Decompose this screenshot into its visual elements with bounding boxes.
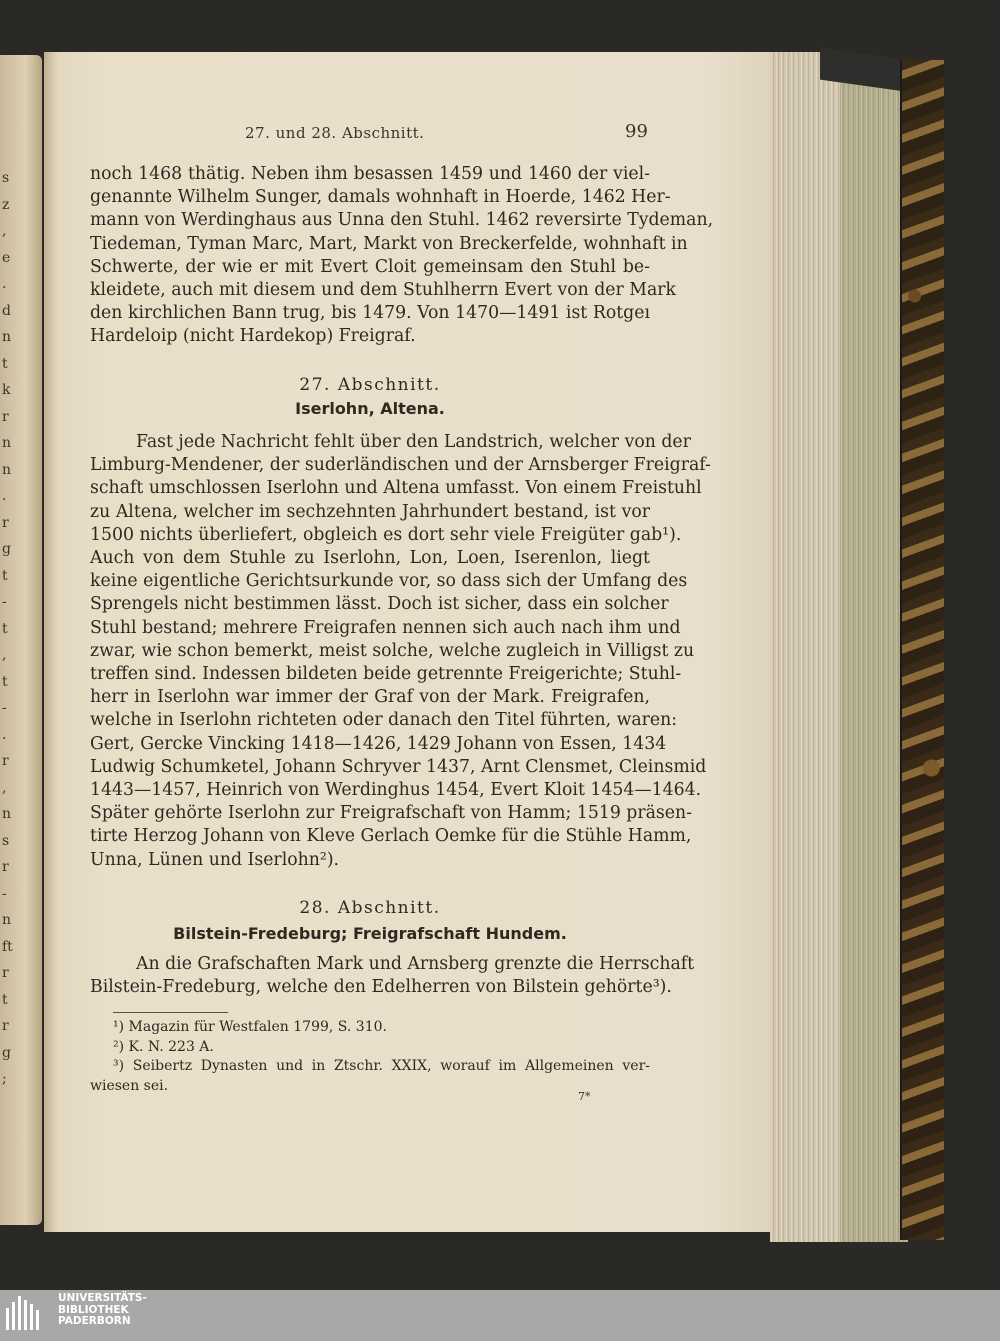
- left-page-margin-char: r: [2, 408, 9, 425]
- left-page-margin-char: -: [2, 700, 7, 716]
- text-line: Hardeloip (nicht Hardekop) Freigraf.: [90, 326, 416, 347]
- text-line: tirte Herzog Johann von Kleve Gerlach Oemke für die Stühle Hamm,: [90, 826, 692, 847]
- left-page-margin-char: e: [2, 249, 11, 266]
- running-title: 27. und 28. Abschnitt.: [245, 124, 425, 142]
- left-page-edge: [0, 55, 42, 1225]
- text-line: herr in Iserlohn war immer der Graf von der Mark. Freigrafen,: [90, 687, 650, 708]
- text-line: genannte Wilhelm Sunger, damals wohnhaft in Hoerde, 1462 Her-: [90, 187, 671, 208]
- footnote-line: wiesen sei.: [90, 1077, 169, 1094]
- left-page-margin-char: s: [2, 170, 10, 186]
- left-page-margin-char: ;: [2, 1071, 7, 1087]
- paragraph-3: [90, 953, 695, 999]
- left-page-margin-char: g: [2, 541, 11, 557]
- section-28-heading: [90, 898, 650, 943]
- text-line: welche in Iserlohn richteten oder danach den Titel führten, waren:: [90, 710, 678, 731]
- library-logo-icon: [6, 1296, 46, 1336]
- text-line: Sprengels nicht bestimmen lässt. Doch ist sicher, dass ein solcher: [90, 594, 669, 615]
- left-page-margin-char: ,: [2, 647, 7, 663]
- left-page-margin-char: n: [2, 435, 12, 451]
- section-title: Bilstein-Fredeburg; Freigrafschaft Hundem.: [173, 924, 567, 943]
- page-number: 99: [625, 121, 648, 142]
- library-footer: [0, 1290, 1000, 1341]
- text-line: treffen sind. Indessen bildeten beide getrennte Freigerichte; Stuhl-: [90, 664, 682, 685]
- left-page-margin-char: .: [2, 726, 7, 743]
- left-page-margin-char: t: [2, 673, 8, 690]
- left-page-margin-char: s: [2, 832, 10, 849]
- left-page-margin-char: t: [2, 620, 8, 637]
- text-line: zwar, wie schon bemerkt, meist solche, welche zugleich in Villigst zu: [90, 640, 695, 661]
- left-page-margin-char: n: [2, 329, 12, 345]
- text-line: kleidete, auch mit diesem und dem Stuhlherrn Evert von der Mark: [90, 280, 677, 301]
- text-line: den kirchlichen Bann trug, bis 1479. Von 1470—1491 ist Rotgeı: [90, 303, 650, 324]
- left-page-margin-char: -: [2, 885, 7, 902]
- page-block-edges: [770, 52, 842, 1242]
- text-line: 1500 nichts überliefert, obgleich es dort sehr viele Freigüter gab¹).: [90, 524, 682, 545]
- left-page-margin-char: .: [2, 276, 7, 292]
- text-line: Tiedeman, Tyman Marc, Mart, Markt von Breckerfelde, wohnhaft in: [90, 233, 688, 254]
- left-page-margin-char: t: [2, 355, 8, 372]
- text-line: zu Altena, welcher im sechzehnten Jahrhundert bestand, ist vor: [90, 501, 650, 522]
- left-page-margin-char: ,: [2, 223, 7, 239]
- footnote-rule: [113, 1012, 228, 1013]
- left-page-margin-char: ,: [2, 779, 7, 796]
- left-page-margin-char: .: [2, 488, 7, 504]
- footnotes: [90, 1018, 650, 1096]
- library-name: UNIVERSITÄTS- BIBLIOTHEK PADERBORN: [58, 1292, 147, 1327]
- left-page-margin-char: t: [2, 567, 8, 584]
- text-line: keine eigentliche Gerichtsurkunde vor, so dass sich der Umfang des: [90, 571, 688, 592]
- text-line: schaft umschlossen Iserlohn und Altena umfasst. Von einem Freistuhl: [90, 478, 702, 499]
- left-page-margin-char: r: [2, 859, 9, 875]
- paragraph-2: [90, 431, 711, 872]
- text-line: Fast jede Nachricht fehlt über den Landstrich, welcher von der: [136, 432, 691, 452]
- signature-mark: 7*: [578, 1090, 591, 1103]
- left-page-margin-char: k: [2, 382, 11, 398]
- left-page-margin-char: d: [2, 302, 11, 319]
- footnote-line: ²) K. N. 223 A.: [113, 1038, 214, 1055]
- footnote-line: ³) Seibertz Dynasten und in Ztschr. XXIX, worauf im Allgemeinen ver-: [113, 1058, 650, 1074]
- section-number: 28. Abschnitt.: [299, 898, 441, 918]
- text-line: Ludwig Schumketel, Johann Schryver 1437, Arnt Clensmet, Cleinsmid: [90, 756, 707, 777]
- marbled-cover: [900, 60, 944, 1240]
- text-line: 1443—1457, Heinrich von Werdinghus 1454, Evert Kloit 1454—1464.: [90, 780, 702, 801]
- footnote-line: ¹) Magazin für Westfalen 1799, S. 310.: [113, 1019, 387, 1035]
- left-page-margin-char: ft: [2, 938, 13, 955]
- section-27-heading: [90, 375, 650, 418]
- section-number: 27. Abschnitt.: [299, 375, 441, 395]
- left-page-margin-char: t: [2, 991, 8, 1008]
- left-page-margin-char: -: [2, 594, 7, 610]
- text-line: noch 1468 thätig. Neben ihm besassen 1459 und 1460 der viel-: [90, 164, 650, 184]
- left-page-margin-char: z: [2, 196, 10, 213]
- left-page-margin-char: r: [2, 965, 9, 981]
- page-block-edges-gilt: [840, 82, 908, 1242]
- left-page-margin-char: n: [2, 461, 12, 478]
- left-page-margin-char: r: [2, 753, 9, 769]
- text-line: Auch von dem Stuhle zu Iserlohn, Lon, Loen, Iserenlon, liegt: [90, 548, 650, 569]
- section-title: Iserlohn, Altena.: [295, 399, 445, 418]
- text-line: Bilstein-Fredeburg, welche den Edelherren von Bilstein gehörte³).: [90, 977, 672, 998]
- left-page-margin-char: g: [2, 1044, 11, 1061]
- text-line: Limburg-Mendener, der suderländischen und der Arnsberger Freigraf-: [90, 455, 711, 476]
- text-line: Stuhl bestand; mehrere Freigrafen nennen sich auch nach ihm und: [90, 617, 681, 638]
- paragraph-1: [90, 163, 714, 349]
- text-line: Schwerte, der wie er mit Evert Cloit gemeinsam den Stuhl be-: [90, 256, 650, 277]
- left-page-margin-char: r: [2, 514, 9, 531]
- left-page-margin-char: r: [2, 1018, 9, 1034]
- text-line: mann von Werdinghaus aus Unna den Stuhl. 1462 reversirte Tydeman,: [90, 210, 714, 231]
- left-page-margin-char: n: [2, 912, 12, 928]
- text-line: Gert, Gercke Vincking 1418—1426, 1429 Johann von Essen, 1434: [90, 733, 667, 754]
- text-line: Später gehörte Iserlohn zur Freigrafschaft von Hamm; 1519 präsen-: [90, 803, 692, 824]
- text-line: Unna, Lünen und Iserlohn²).: [90, 849, 340, 870]
- text-line: An die Grafschaften Mark und Arnsberg grenzte die Herrschaft: [136, 954, 695, 974]
- left-page-margin-char: n: [2, 806, 12, 822]
